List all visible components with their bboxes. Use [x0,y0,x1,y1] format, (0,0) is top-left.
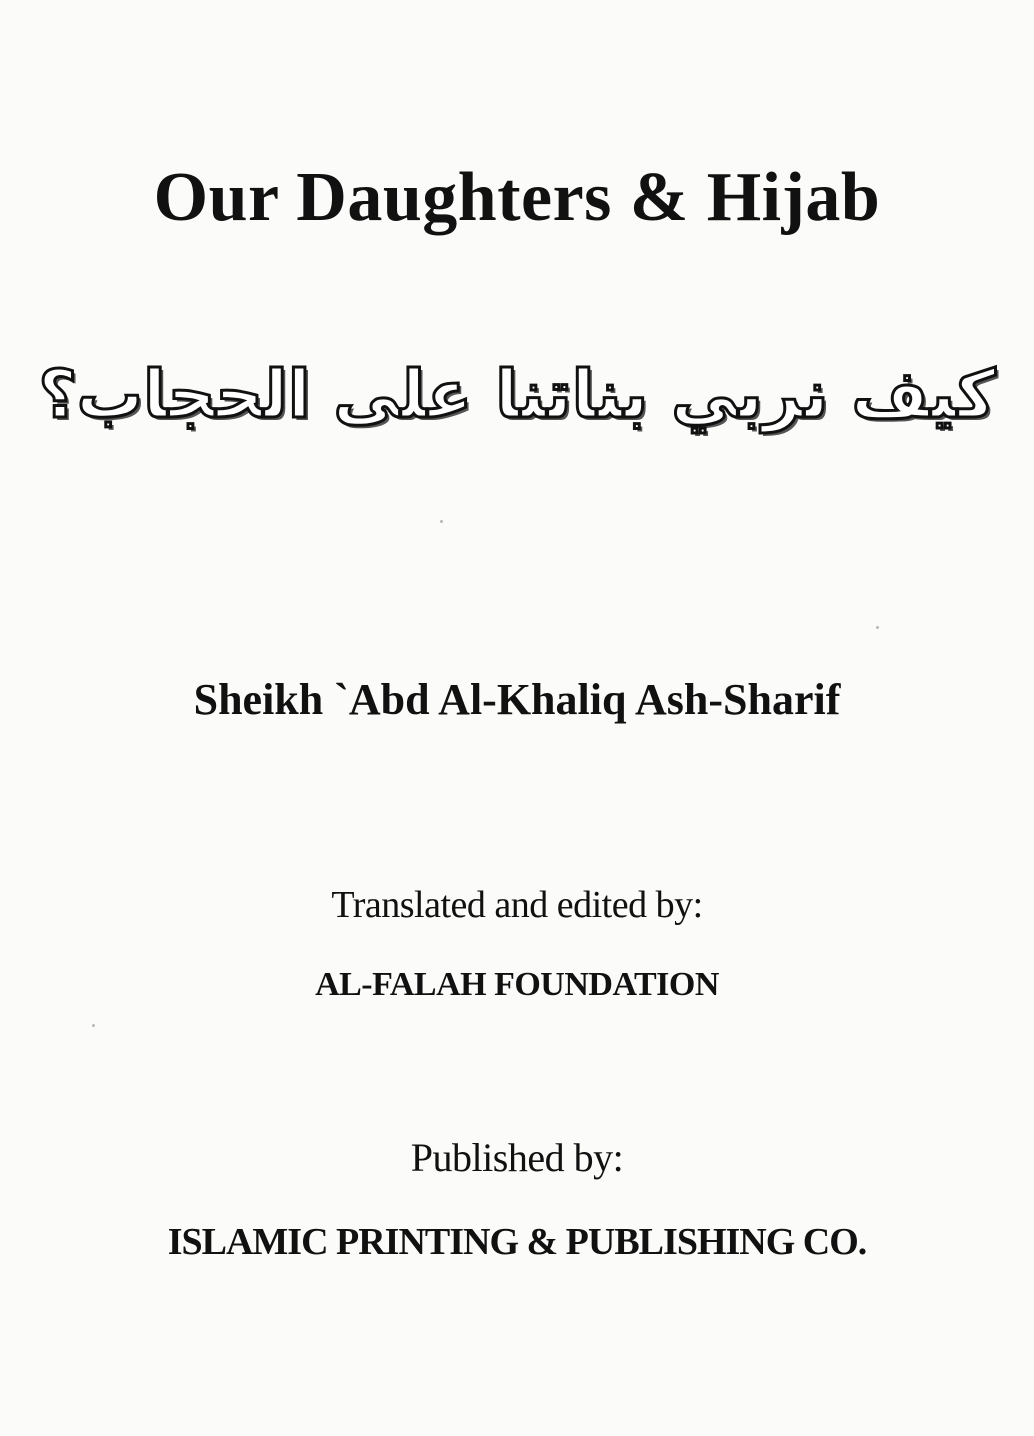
arabic-title: كيف نربي بناتنا على الحجاب؟ [38,356,996,433]
scan-speck [876,626,879,629]
translator-name: AL-FALAH FOUNDATION [315,966,719,1003]
arabic-title-block [0,350,1034,440]
author-name: Sheikh `Abd Al-Khaliq Ash-Sharif [193,675,841,724]
published-by-label: Published by: [410,1135,624,1180]
scan-speck [92,1024,95,1027]
scan-speck [440,520,443,523]
book-title: Our Daughters & Hijab [153,159,881,236]
publisher-name: ISLAMIC PRINTING & PUBLISHING CO. [167,1221,867,1263]
translated-by-label: Translated and edited by: [331,884,703,926]
